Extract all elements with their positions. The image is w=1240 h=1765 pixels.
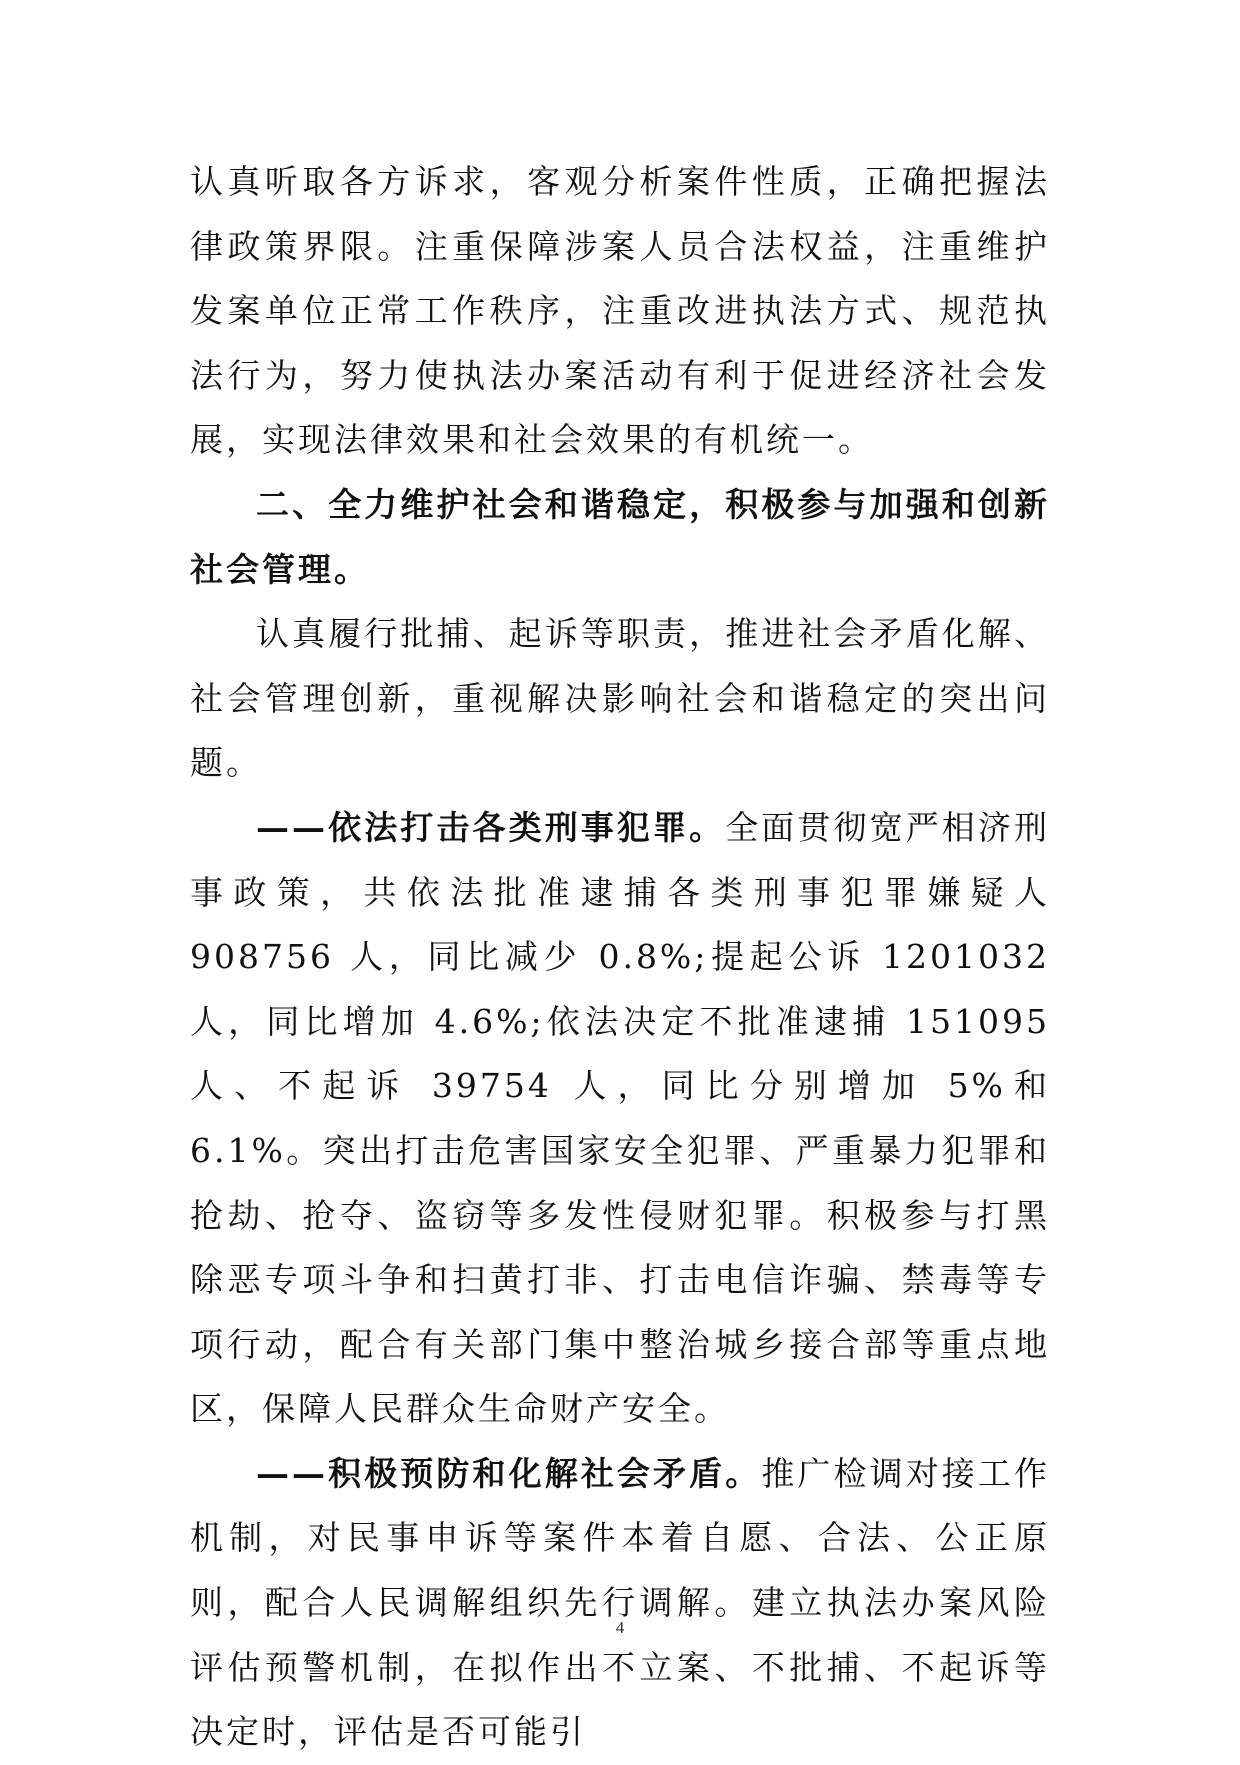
document-body	[190, 150, 1050, 1765]
paragraph-conflicts	[190, 1442, 1050, 1765]
section-heading: 二、全力维护社会和谐稳定，积极参与加强和创新社会管理。	[190, 484, 1050, 589]
paragraph-intro: 认真履行批捕、起诉等职责，推进社会矛盾化解、社会管理创新，重视解决影响社会和谐稳定的突出问题。	[190, 614, 1050, 783]
paragraph-text-criminal: 全面贯彻宽严相济刑事政策，共依法批准逮捕各类刑事犯罪嫌疑人 908756 人，同比减少 0.8%;提起公诉 1201032 人，同比增加 4.6%;依法决定不批准逮捕 151095 人、不起诉 39754 人，同比分别增加 5%和 6.1%。突出打击危害国家安全犯罪、严重暴力犯罪和抢劫、抢夺、盗窃等多发性侵财犯罪。积极参与打黑除恶专项斗争和扫黄打非、打击电信诈骗、禁毒等专项行动，配合有关部门集中整治城乡接合部等重点地区，保障人民群众生命财产安全。	[190, 807, 1051, 1429]
paragraph-criminal	[190, 796, 1050, 1442]
paragraph-lead-conflicts: ——积极预防和化解社会矛盾。	[256, 1453, 762, 1493]
paragraph-continuation: 认真听取各方诉求，客观分析案件性质，正确把握法律政策界限。注重保障涉案人员合法权益，注重维护发案单位正常工作秩序，注重改进执法方式、规范执法行为，努力使执法办案活动有利于促进经济社会发展，实现法律效果和社会效果的有机统一。	[190, 162, 1050, 460]
paragraph-lead-criminal: ——依法打击各类刑事犯罪。	[256, 807, 726, 847]
paragraph-text-conflicts: 推广检调对接工作机制，对民事申诉等案件本着自愿、合法、公正原则，配合人民调解组织先行调解。建立执法办案风险评估预警机制，在拟作出不立案、不批捕、不起诉等决定时，评估是否可能引	[190, 1453, 1051, 1752]
page-number: 4	[615, 1618, 625, 1637]
